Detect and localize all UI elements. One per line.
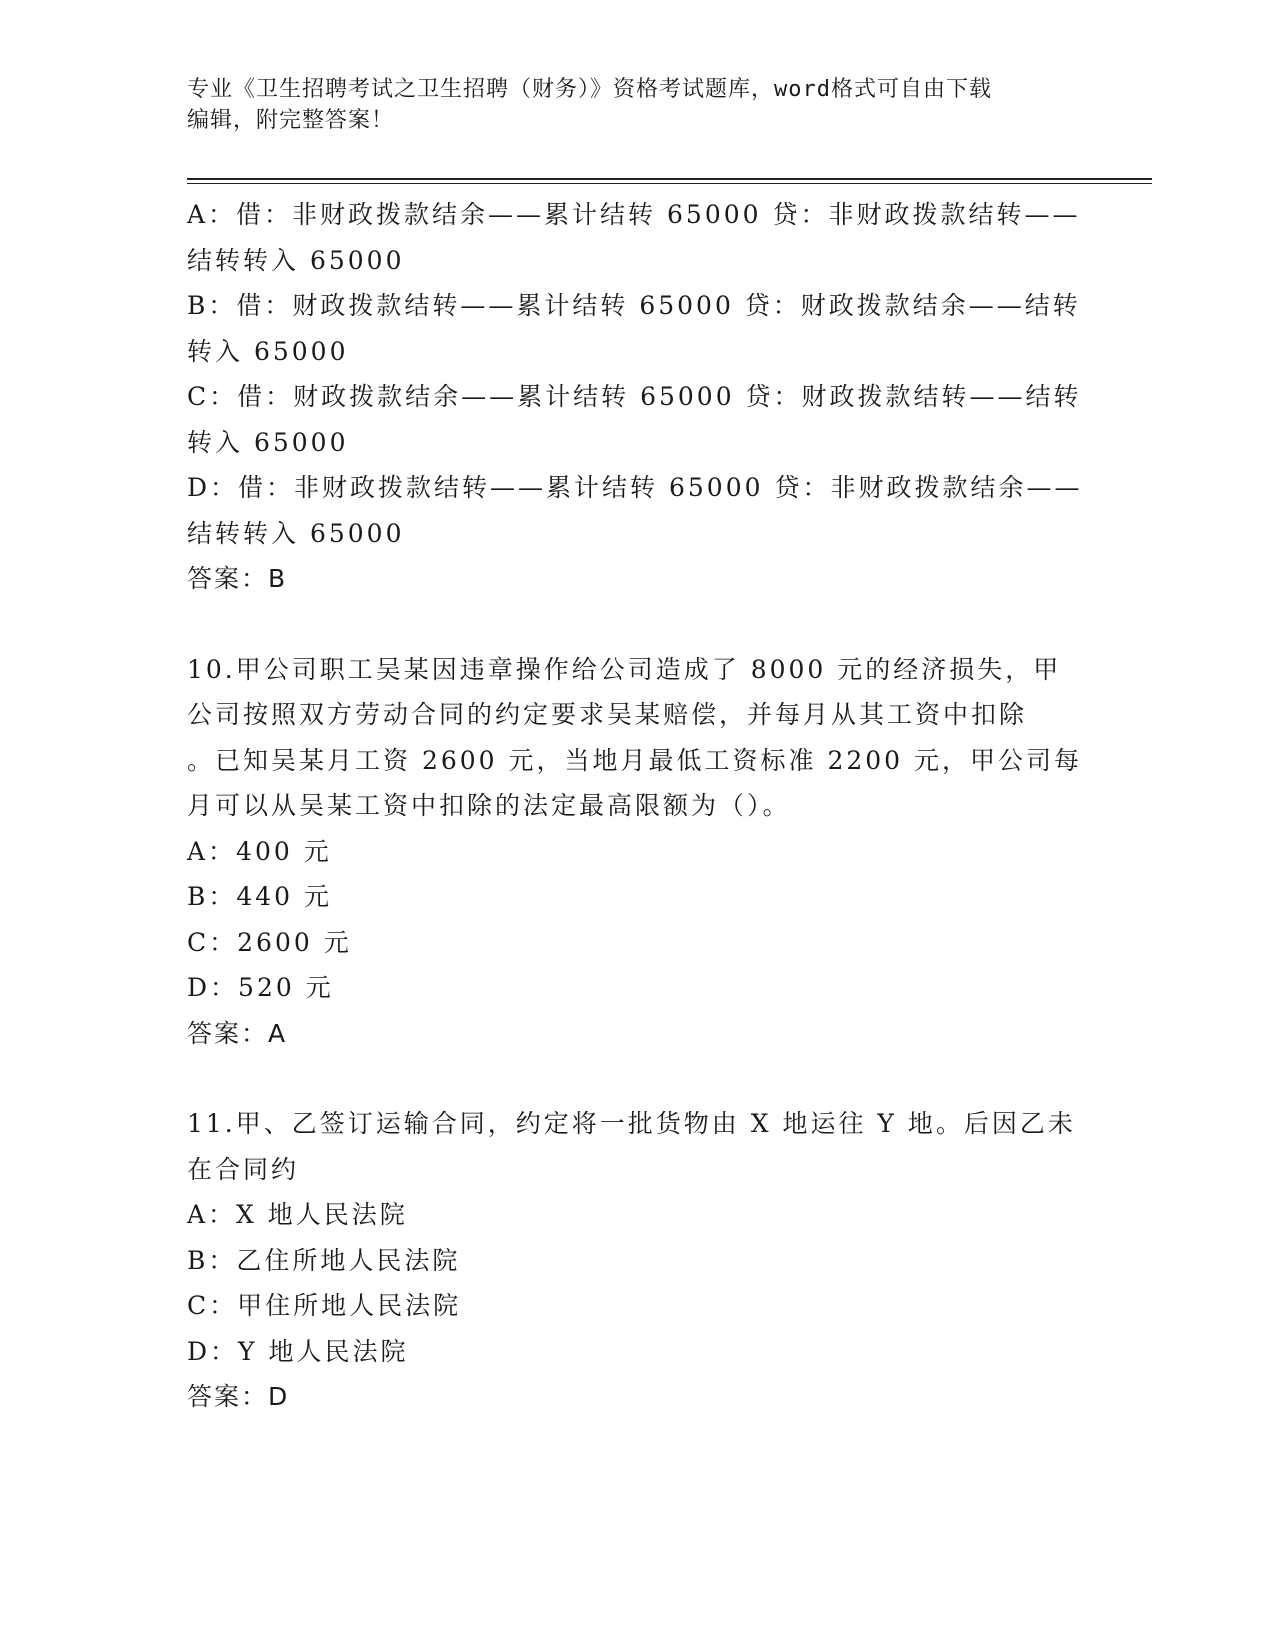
option-b: B：440 元 (187, 882, 333, 911)
option-c: C：甲住所地人民法院 (187, 1291, 462, 1320)
answer-line: 答案：D (187, 1382, 290, 1411)
question-list (187, 192, 1087, 1420)
option-b-line-2: 转入 65000 (187, 336, 349, 366)
question-spacer (187, 602, 1087, 647)
option-d-line-2: 结转转入 65000 (187, 518, 405, 548)
question-spacer (187, 1056, 1087, 1101)
document-header (187, 74, 1087, 136)
question-9 (187, 192, 1087, 602)
option-c-line-1: C：借：财政拨款结余——累计结转 65000 贷：财政拨款结转——结转 (187, 382, 1082, 411)
option-b-line-1: B：借：财政拨款结转——累计结转 65000 贷：财政拨款结余——结转 (187, 291, 1081, 320)
option-a: A：400 元 (187, 836, 332, 866)
answer-line: 答案：A (187, 1018, 288, 1048)
question-stem-line-1: 10.甲公司职工吴某因违章操作给公司造成了 8000 元的经济损失，甲 (187, 654, 1062, 684)
question-stem-line-2: 公司按照双方劳动合同的约定要求吴某赔偿，并每月从其工资中扣除 (187, 700, 1028, 729)
question-stem-line-4: 月可以从吴某工资中扣除的法定最高限额为（）。 (187, 791, 791, 820)
option-a: A：X 地人民法院 (187, 1200, 408, 1229)
question-stem-line-3: 。已知吴某月工资 2600 元，当地月最低工资标准 2200 元，甲公司每 (187, 745, 1083, 775)
header-line-1: 专业《卫生招聘考试之卫生招聘（财务）》资格考试题库，word格式可自由下载 (187, 77, 992, 102)
option-a-line-2: 结转转入 65000 (187, 245, 405, 275)
option-c-line-2: 转入 65000 (187, 427, 349, 457)
question-11 (187, 1101, 1087, 1420)
question-stem-line-1: 11.甲、乙签订运输合同，约定将一批货物由 X 地运往 Y 地。后因乙未 (187, 1109, 1076, 1138)
answer-line: 答案：B (187, 564, 288, 593)
option-d: D：520 元 (187, 973, 334, 1002)
question-stem-line-2: 在合同约 (187, 1154, 300, 1184)
option-b: B：乙住所地人民法院 (187, 1245, 461, 1275)
question-10 (187, 647, 1087, 1057)
option-c: C：2600 元 (187, 927, 352, 957)
header-line-2: 编辑，附完整答案！ (187, 108, 395, 133)
header-divider (187, 178, 1152, 184)
option-d-line-1: D：借：非财政拨款结转——累计结转 65000 贷：非财政拨款结余—— (187, 473, 1083, 502)
option-d: D：Y 地人民法院 (187, 1336, 409, 1366)
option-a-line-1: A：借：非财政拨款结余——累计结转 65000 贷：非财政拨款结转—— (187, 200, 1081, 229)
